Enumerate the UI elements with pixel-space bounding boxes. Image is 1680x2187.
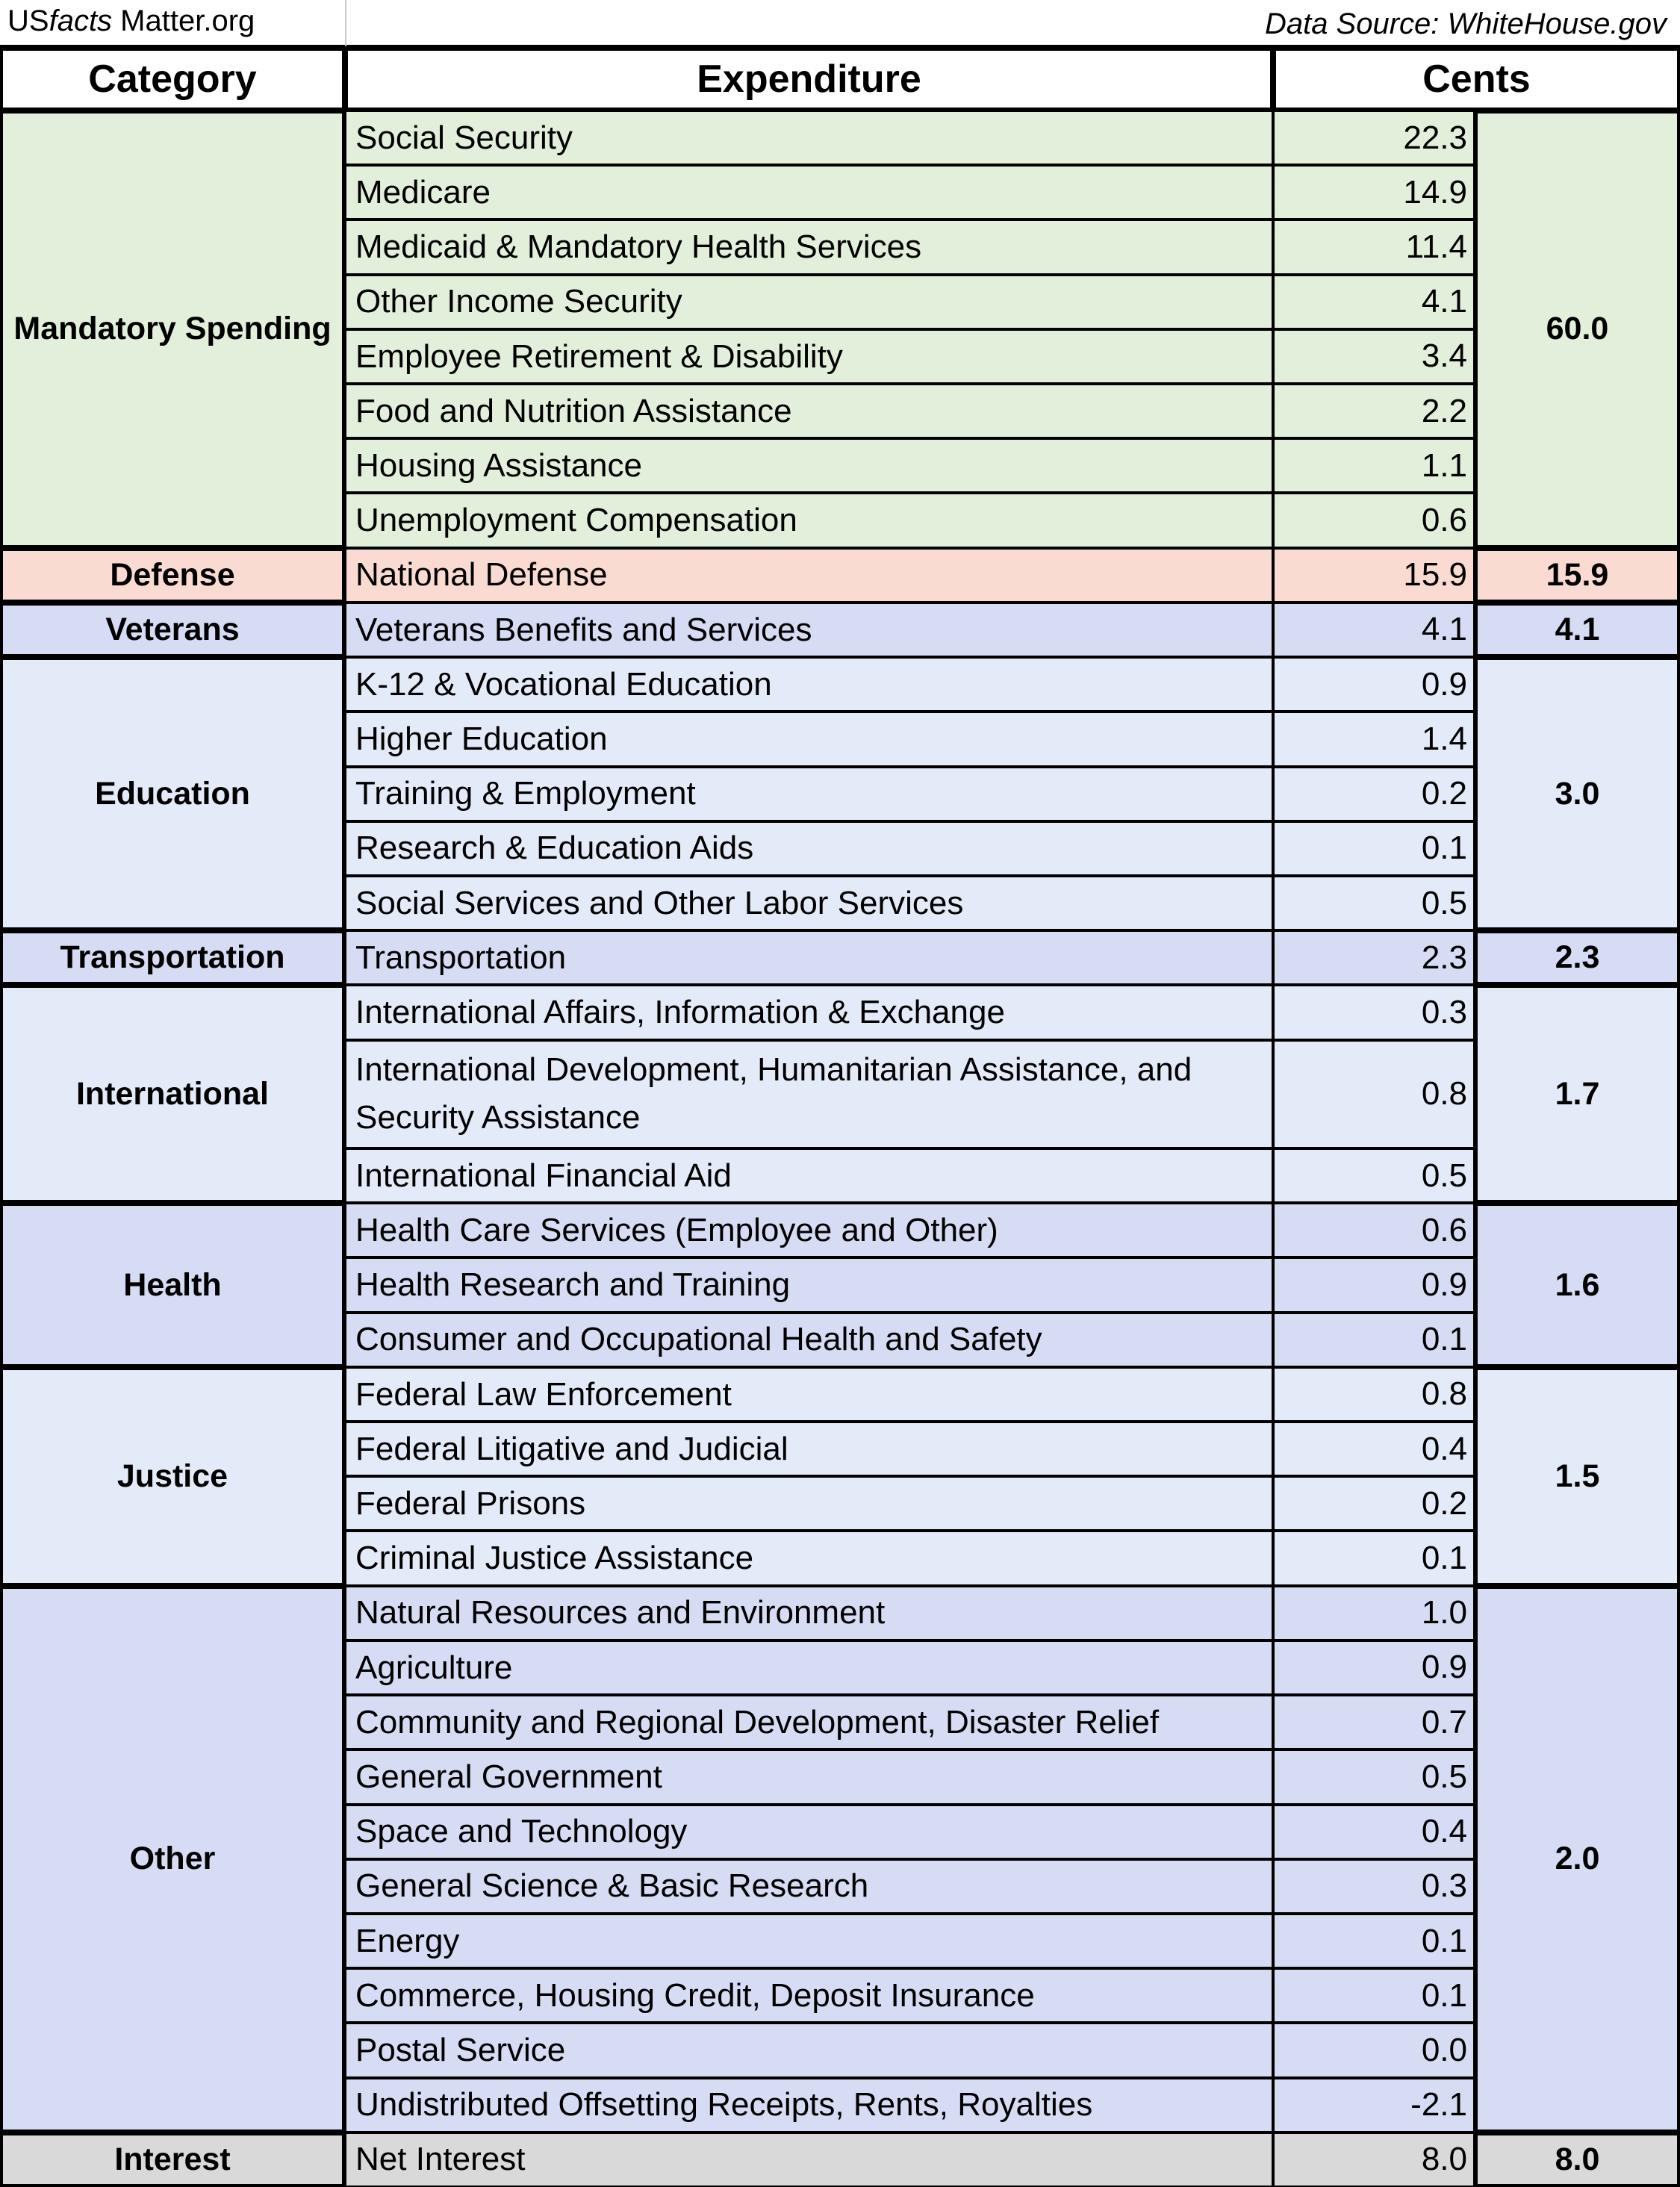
expenditure-cell: Postal Service [345,2023,1273,2077]
cents-cell: 1.1 [1273,438,1475,493]
cents-cell: 1.4 [1273,712,1475,766]
category-total-cell: 1.5 [1475,1367,1680,1586]
category-cell: International [0,985,345,1203]
cents-cell: 15.9 [1273,548,1475,603]
cents-cell: 0.1 [1273,1914,1475,1968]
category-total-cell: 1.7 [1475,985,1680,1203]
expenditure-cell: Employee Retirement & Disability [345,329,1273,384]
cents-cell: 0.9 [1273,1640,1475,1695]
expenditure-cell: Housing Assistance [345,438,1273,493]
cents-cell: 2.3 [1273,930,1475,985]
expenditure-cell: Health Research and Training [345,1257,1273,1312]
expenditure-cell: Net Interest [345,2132,1273,2187]
cents-cell: 0.4 [1273,1805,1475,1859]
expenditure-cell: Undistributed Offsetting Receipts, Rents, Royalties [345,2078,1273,2132]
cents-cell: 0.6 [1273,493,1475,547]
column-header-expenditure: Expenditure [345,48,1273,111]
cents-cell: 0.1 [1273,1313,1475,1367]
cents-cell: 0.3 [1273,985,1475,1039]
expenditure-cell: Natural Resources and Environment [345,1586,1273,1640]
expenditure-cell: Training & Employment [345,767,1273,821]
column-header-category: Category [0,48,345,111]
expenditure-cell: K-12 & Vocational Education [345,657,1273,712]
expenditure-cell: Food and Nutrition Assistance [345,384,1273,438]
expenditure-cell: Criminal Justice Assistance [345,1531,1273,1585]
expenditure-cell: Unemployment Compensation [345,493,1273,547]
cents-cell: 0.5 [1273,876,1475,930]
category-cell: Justice [0,1367,345,1586]
cents-cell: 14.9 [1273,165,1475,220]
expenditure-cell: Social Security [345,111,1273,165]
cents-cell: 0.1 [1273,821,1475,876]
cents-cell: 4.1 [1273,603,1475,657]
expenditure-cell: Other Income Security [345,275,1273,329]
expenditure-cell: Research & Education Aids [345,821,1273,876]
category-cell: Education [0,657,345,930]
category-total-cell: 2.3 [1475,930,1680,985]
cents-cell: 0.4 [1273,1422,1475,1476]
expenditure-cell: National Defense [345,548,1273,603]
header-bar [0,0,1680,48]
expenditure-cell: General Science & Basic Research [345,1859,1273,1914]
category-total-cell: 8.0 [1475,2132,1680,2187]
expenditure-cell: International Financial Aid [345,1148,1273,1203]
expenditure-cell: Health Care Services (Employee and Other) [345,1203,1273,1257]
cents-cell: 2.2 [1273,384,1475,438]
category-cell: Mandatory Spending [0,111,345,548]
expenditure-cell: Veterans Benefits and Services [345,603,1273,657]
expenditure-cell: Federal Law Enforcement [345,1367,1273,1422]
expenditure-cell: Transportation [345,930,1273,985]
cents-cell: 11.4 [1273,220,1475,274]
expenditure-cell: Consumer and Occupational Health and Safety [345,1313,1273,1367]
expenditure-cell: Energy [345,1914,1273,1968]
category-cell: Health [0,1203,345,1367]
expenditure-cell: Federal Litigative and Judicial [345,1422,1273,1476]
category-total-cell: 60.0 [1475,111,1680,548]
cents-cell: -2.1 [1273,2078,1475,2132]
category-cell: Defense [0,548,345,603]
cents-cell: 0.9 [1273,657,1475,712]
brand-prefix: US [7,4,49,37]
category-total-cell: 15.9 [1475,548,1680,603]
expenditure-cell: Space and Technology [345,1805,1273,1859]
brand-suffix: Matter.org [112,4,255,37]
expenditure-cell: Higher Education [345,712,1273,766]
expenditure-cell: Social Services and Other Labor Services [345,876,1273,930]
column-header-cents: Cents [1273,48,1680,111]
header-divider [345,0,346,46]
expenditure-cell: Medicare [345,165,1273,220]
category-total-cell: 3.0 [1475,657,1680,930]
cents-cell: 0.7 [1273,1695,1475,1749]
expenditure-cell: Community and Regional Development, Disaster Relief [345,1695,1273,1749]
cents-cell: 0.8 [1273,1040,1475,1148]
cents-cell: 4.1 [1273,275,1475,329]
cents-cell: 3.4 [1273,329,1475,384]
category-cell: Transportation [0,930,345,985]
cents-cell: 0.5 [1273,1148,1475,1203]
cents-cell: 0.8 [1273,1367,1475,1422]
expenditure-cell: General Government [345,1749,1273,1804]
expenditure-cell: Commerce, Housing Credit, Deposit Insurance [345,1968,1273,2023]
cents-cell: 0.1 [1273,1968,1475,2023]
expenditure-cell: Agriculture [345,1640,1273,1695]
category-total-cell: 2.0 [1475,1586,1680,2132]
expenditure-cell: International Affairs, Information & Exchange [345,985,1273,1039]
cents-cell: 1.0 [1273,1586,1475,1640]
cents-cell: 8.0 [1273,2132,1475,2187]
cents-cell: 0.6 [1273,1203,1475,1257]
category-total-cell: 1.6 [1475,1203,1680,1367]
category-cell: Other [0,1586,345,2132]
cents-cell: 0.9 [1273,1257,1475,1312]
cents-cell: 0.3 [1273,1859,1475,1914]
data-source: Data Source: WhiteHouse.gov [1264,7,1667,40]
category-cell: Veterans [0,603,345,657]
cents-cell: 22.3 [1273,111,1475,165]
brand-logo [7,4,255,38]
expenditure-cell: International Development, Humanitarian Assistance, and Security Assistance [345,1040,1273,1148]
category-total-cell: 4.1 [1475,603,1680,657]
cents-cell: 0.0 [1273,2023,1475,2077]
cents-cell: 0.1 [1273,1531,1475,1585]
category-cell: Interest [0,2132,345,2187]
expenditure-cell: Medicaid & Mandatory Health Services [345,220,1273,274]
expenditure-cell: Federal Prisons [345,1476,1273,1531]
cents-cell: 0.2 [1273,767,1475,821]
brand-italic: facts [49,4,113,37]
cents-cell: 0.5 [1273,1749,1475,1804]
cents-cell: 0.2 [1273,1476,1475,1531]
